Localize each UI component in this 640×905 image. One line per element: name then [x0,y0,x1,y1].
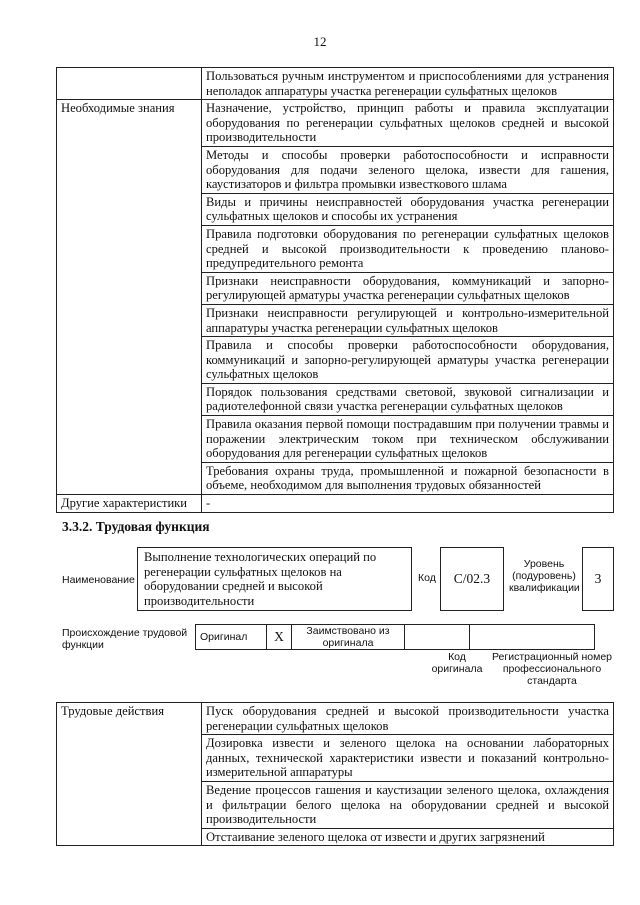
code-origin-label: Код оригинала [431,651,483,675]
table-row [57,495,614,513]
reg-number-label: Регистрационный номер профессионального стандарта [492,651,612,687]
row-label: Трудовые действия [57,703,202,846]
code-label: Код [418,572,436,584]
code-origin-cell [405,625,470,650]
row-content: Пользоваться ручным инструментом и приспособлениями для устранения неполадок аппаратуры участка регенерации сульфатных щелоков [202,68,614,100]
reg-number-cell [470,625,595,650]
function-name-box: Выполнение технологических операций по регенерации сульфатных щелоков на оборудовании средней и высокой производительности [137,547,412,611]
row-content: Отстаивание зеленого щелока от извести и других загрязнений [202,828,614,846]
row-content: Назначение, устройство, принцип работы и правила эксплуатации оборудования по регенерации сульфатных щелоков средней и высокой производительности [202,100,614,147]
row-content: Требования охраны труда, промышленной и пожарной безопасности в объеме, необходимом для выполнения трудовых обязанностей [202,462,614,494]
row-content: Признаки неисправности регулирующей и контрольно-измерительной аппаратуры участка регенерации сульфатных щелоков [202,304,614,336]
row-content: Порядок пользования средствами световой, звуковой сигнализации и радиотелефонной связи участка регенерации сульфатных щелоков [202,383,614,415]
row-content: Признаки неисправности оборудования, коммуникаций и запорно-регулирующей арматуры участка регенерации сульфатных щелоков [202,272,614,304]
row-label: Необходимые знания [57,100,202,495]
original-label: Оригинал [196,625,267,650]
row-label: Другие характеристики [57,495,202,513]
row-content: Виды и причины неисправностей оборудования участка регенерации сульфатных щелоков и способы их устранения [202,193,614,225]
row-content: Методы и способы проверки работоспособности и исправности оборудования для подачи зеленого щелока, извести для гашения, каустизаторов и фильтра промывки известкового шлама [202,146,614,193]
row-label [57,68,202,100]
page-number: 12 [313,34,327,49]
row-content: Пуск оборудования средней и высокой производительности участка регенерации сульфатных щелоков [202,703,614,735]
table-row [57,703,614,735]
knowledge-table [56,67,614,513]
table-row [196,625,595,650]
name-label: Наименование [62,574,135,586]
row-content: - [202,495,614,513]
row-content: Правила оказания первой помощи пострадавшим при получении травмы и поражении электрическим током при техническом обслуживании оборудования для регенерации сульфатных щелоков [202,416,614,463]
table-row [57,100,614,147]
row-content: Ведение процессов гашения и каустизации зеленого щелока, охлаждения и фильтрации белого щелока на оборудовании средней и высокой производительности [202,781,614,828]
origin-table [195,624,595,650]
borrowed-label: Заимствовано из оригинала [292,625,405,650]
function-code-box: С/02.3 [440,547,504,611]
row-content: Дозировка извести и зеленого щелока на основании лабораторных данных, технической характеристики извести и показаний контрольно-измерительной аппаратуры [202,735,614,782]
row-content: Правила подготовки оборудования по регенерации сульфатных щелоков средней и высокой производительности к проведению планово-предупредительного ремонта [202,225,614,272]
section-heading: 3.3.2. Трудовая функция [62,519,210,534]
row-content: Правила и способы проверки работоспособности оборудования, коммуникаций и запорно-регулирующей арматуры участка регенерации сульфатных щелоков [202,337,614,384]
qualification-level-box: 3 [582,547,614,611]
original-mark: X [267,625,292,650]
qualification-level-label: Уровень (подуровень) квалификации [509,558,580,594]
actions-table [56,702,614,846]
table-row [57,68,614,100]
origin-label: Происхождение трудовой функции [62,627,188,651]
